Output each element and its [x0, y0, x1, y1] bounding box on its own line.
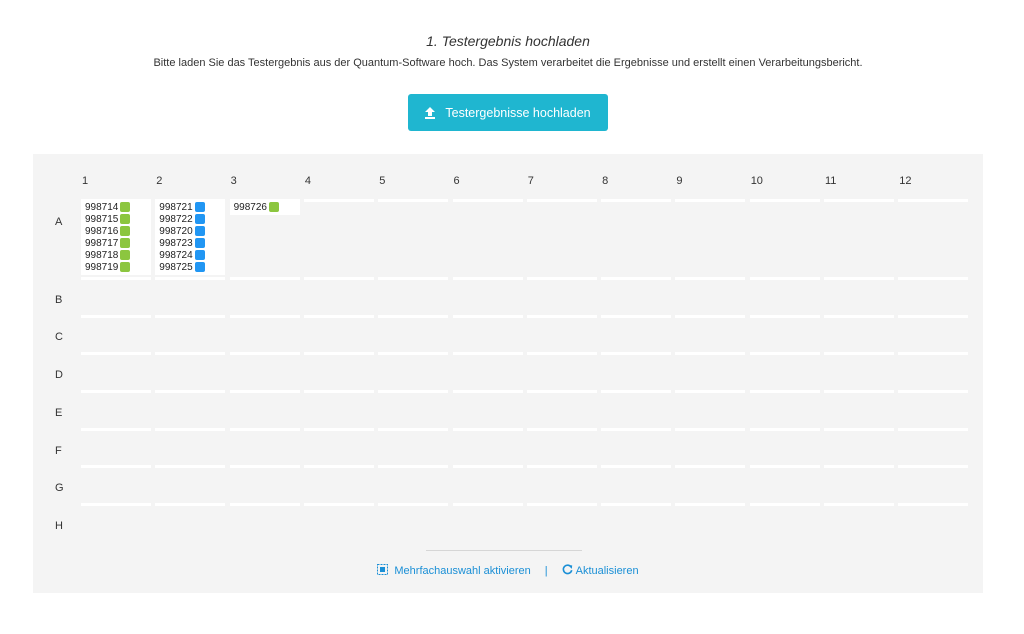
- well-A12[interactable]: [898, 199, 968, 202]
- sample-status-indicator: [120, 250, 130, 260]
- well-C2[interactable]: [155, 315, 225, 318]
- well-G10[interactable]: [750, 465, 820, 468]
- column-header-7: 7: [527, 175, 534, 187]
- well-E8[interactable]: [601, 390, 671, 393]
- page-description: Bitte laden Sie das Testergebnis aus der Quantum-Software hoch. Das System verarbeitet die Ergebnisse und erstellt einen Verarbeitungsbericht.: [153, 57, 863, 69]
- well-G4[interactable]: [304, 465, 374, 468]
- sample-status-indicator: [120, 202, 130, 212]
- well-B9[interactable]: [675, 277, 745, 280]
- sample-id: 998719: [85, 261, 119, 273]
- sample-id: 998717: [85, 237, 119, 249]
- well-H1[interactable]: [81, 503, 151, 506]
- well-B11[interactable]: [824, 277, 894, 280]
- sample-status-indicator: [120, 262, 130, 272]
- well-H11[interactable]: [824, 503, 894, 506]
- sample-id: 998716: [85, 225, 119, 237]
- well-E10[interactable]: [750, 390, 820, 393]
- well-A5[interactable]: [378, 199, 448, 202]
- well-G7[interactable]: [527, 465, 597, 468]
- well-B3[interactable]: [230, 277, 300, 280]
- multi-select-icon: [377, 564, 388, 578]
- well-A9[interactable]: [675, 199, 745, 202]
- well-D9[interactable]: [675, 352, 745, 355]
- row-header-G: G: [55, 482, 64, 494]
- well-C7[interactable]: [527, 315, 597, 318]
- well-H12[interactable]: [898, 503, 968, 506]
- well-G9[interactable]: [675, 465, 745, 468]
- well-A7[interactable]: [527, 199, 597, 202]
- well-C3[interactable]: [230, 315, 300, 318]
- well-C6[interactable]: [453, 315, 523, 318]
- well-C10[interactable]: [750, 315, 820, 318]
- well-E5[interactable]: [378, 390, 448, 393]
- column-header-9: 9: [676, 175, 683, 187]
- well-C9[interactable]: [675, 315, 745, 318]
- plate-panel: [33, 154, 983, 593]
- sample-id: 998714: [85, 201, 119, 213]
- sample-item[interactable]: [159, 261, 225, 273]
- well-E1[interactable]: [81, 390, 151, 393]
- well-A8[interactable]: [601, 199, 671, 202]
- well-D3[interactable]: [230, 352, 300, 355]
- well-A4[interactable]: [304, 199, 374, 202]
- well-D4[interactable]: [304, 352, 374, 355]
- sample-id: 998715: [85, 213, 119, 225]
- column-header-5: 5: [379, 175, 386, 187]
- well-A6[interactable]: [453, 199, 523, 202]
- well-H3[interactable]: [230, 503, 300, 506]
- well-G8[interactable]: [601, 465, 671, 468]
- well-F3[interactable]: [230, 428, 300, 431]
- footer-divider: [426, 550, 582, 551]
- well-B2[interactable]: [155, 277, 225, 280]
- multi-select-link[interactable]: [377, 564, 530, 578]
- well-B12[interactable]: [898, 277, 968, 280]
- sample-status-indicator: [195, 214, 205, 224]
- row-header-B: B: [55, 294, 63, 306]
- row-header-A: A: [55, 216, 63, 228]
- well-F8[interactable]: [601, 428, 671, 431]
- well-H2[interactable]: [155, 503, 225, 506]
- well-F6[interactable]: [453, 428, 523, 431]
- well-D10[interactable]: [750, 352, 820, 355]
- well-H6[interactable]: [453, 503, 523, 506]
- column-header-11: 11: [825, 175, 837, 187]
- well-G2[interactable]: [155, 465, 225, 468]
- well-A11[interactable]: [824, 199, 894, 202]
- sample-item[interactable]: [85, 261, 151, 273]
- well-H9[interactable]: [675, 503, 745, 506]
- well-D2[interactable]: [155, 352, 225, 355]
- well-D12[interactable]: [898, 352, 968, 355]
- well-F5[interactable]: [378, 428, 448, 431]
- row-header-H: H: [55, 520, 63, 532]
- sample-id: 998726: [233, 201, 267, 213]
- well-F12[interactable]: [898, 428, 968, 431]
- well-B4[interactable]: [304, 277, 374, 280]
- sample-item[interactable]: [159, 249, 225, 261]
- sample-id: 998725: [159, 261, 193, 273]
- well-B7[interactable]: [527, 277, 597, 280]
- well-F7[interactable]: [527, 428, 597, 431]
- page-title: 1. Testergebnis hochladen: [426, 33, 590, 49]
- well-H4[interactable]: [304, 503, 374, 506]
- well-A10[interactable]: [750, 199, 820, 202]
- sample-item[interactable]: [159, 225, 225, 237]
- sample-status-indicator: [120, 214, 130, 224]
- row-header-D: D: [55, 369, 63, 381]
- well-samples-A3[interactable]: [230, 199, 300, 215]
- refresh-icon: [562, 564, 573, 578]
- well-G3[interactable]: [230, 465, 300, 468]
- well-G1[interactable]: [81, 465, 151, 468]
- well-F10[interactable]: [750, 428, 820, 431]
- well-C8[interactable]: [601, 315, 671, 318]
- row-header-E: E: [55, 407, 63, 419]
- sample-status-indicator: [195, 238, 205, 248]
- well-E2[interactable]: [155, 390, 225, 393]
- well-D1[interactable]: [81, 352, 151, 355]
- row-header-F: F: [55, 445, 62, 457]
- well-E3[interactable]: [230, 390, 300, 393]
- well-B6[interactable]: [453, 277, 523, 280]
- well-F11[interactable]: [824, 428, 894, 431]
- sample-status-indicator: [269, 202, 279, 212]
- sample-item[interactable]: [85, 201, 151, 213]
- column-header-3: 3: [230, 175, 237, 187]
- well-C11[interactable]: [824, 315, 894, 318]
- well-samples-A1[interactable]: [81, 199, 151, 275]
- well-D6[interactable]: [453, 352, 523, 355]
- well-F2[interactable]: [155, 428, 225, 431]
- well-H8[interactable]: [601, 503, 671, 506]
- sample-item[interactable]: [85, 225, 151, 237]
- sample-item[interactable]: [159, 213, 225, 225]
- sample-id: 998721: [159, 201, 193, 213]
- well-E12[interactable]: [898, 390, 968, 393]
- well-E4[interactable]: [304, 390, 374, 393]
- sample-id: 998722: [159, 213, 193, 225]
- sample-status-indicator: [195, 226, 205, 236]
- well-G12[interactable]: [898, 465, 968, 468]
- well-H10[interactable]: [750, 503, 820, 506]
- sample-item[interactable]: [159, 237, 225, 249]
- well-C5[interactable]: [378, 315, 448, 318]
- well-H7[interactable]: [527, 503, 597, 506]
- well-D8[interactable]: [601, 352, 671, 355]
- well-B5[interactable]: [378, 277, 448, 280]
- column-header-2: 2: [156, 175, 163, 187]
- well-E6[interactable]: [453, 390, 523, 393]
- sample-item[interactable]: [85, 213, 151, 225]
- well-samples-A2[interactable]: [155, 199, 225, 275]
- sample-status-indicator: [120, 226, 130, 236]
- well-E7[interactable]: [527, 390, 597, 393]
- column-header-8: 8: [602, 175, 609, 187]
- row-header-C: C: [55, 331, 63, 343]
- well-F4[interactable]: [304, 428, 374, 431]
- well-H5[interactable]: [378, 503, 448, 506]
- sample-status-indicator: [195, 250, 205, 260]
- well-D7[interactable]: [527, 352, 597, 355]
- well-C4[interactable]: [304, 315, 374, 318]
- well-E9[interactable]: [675, 390, 745, 393]
- refresh-label: Aktualisieren: [575, 565, 639, 577]
- footer-separator: |: [544, 565, 548, 577]
- refresh-link[interactable]: [562, 564, 639, 578]
- column-header-4: 4: [304, 175, 312, 187]
- well-B10[interactable]: [750, 277, 820, 280]
- column-header-6: 6: [453, 175, 460, 187]
- well-C12[interactable]: [898, 315, 968, 318]
- sample-item[interactable]: [85, 237, 151, 249]
- plate-footer: [33, 564, 983, 578]
- well-D11[interactable]: [824, 352, 894, 355]
- sample-status-indicator: [120, 238, 130, 248]
- well-D5[interactable]: [378, 352, 448, 355]
- sample-status-indicator: [195, 262, 205, 272]
- sample-id: 998724: [159, 249, 193, 261]
- sample-id: 998720: [159, 225, 193, 237]
- well-E11[interactable]: [824, 390, 894, 393]
- sample-item[interactable]: [159, 201, 225, 213]
- well-G6[interactable]: [453, 465, 523, 468]
- column-header-12: 12: [899, 175, 912, 187]
- column-header-1: 1: [82, 175, 89, 187]
- well-G11[interactable]: [824, 465, 894, 468]
- well-B1[interactable]: [81, 277, 151, 280]
- sample-id: 998723: [159, 237, 193, 249]
- upload-results-label: Testergebnisse hochladen: [445, 105, 591, 120]
- well-C1[interactable]: [81, 315, 151, 318]
- well-F1[interactable]: [81, 428, 151, 431]
- well-F9[interactable]: [675, 428, 745, 431]
- sample-id: 998718: [85, 249, 119, 261]
- sample-status-indicator: [195, 202, 205, 212]
- sample-item[interactable]: [85, 249, 151, 261]
- sample-item[interactable]: [234, 201, 300, 213]
- multi-select-label: Mehrfachauswahl aktivieren: [394, 565, 531, 577]
- column-header-10: 10: [750, 175, 763, 187]
- well-G5[interactable]: [378, 465, 448, 468]
- upload-icon: [425, 107, 435, 119]
- upload-results-button[interactable]: [408, 94, 608, 131]
- well-B8[interactable]: [601, 277, 671, 280]
